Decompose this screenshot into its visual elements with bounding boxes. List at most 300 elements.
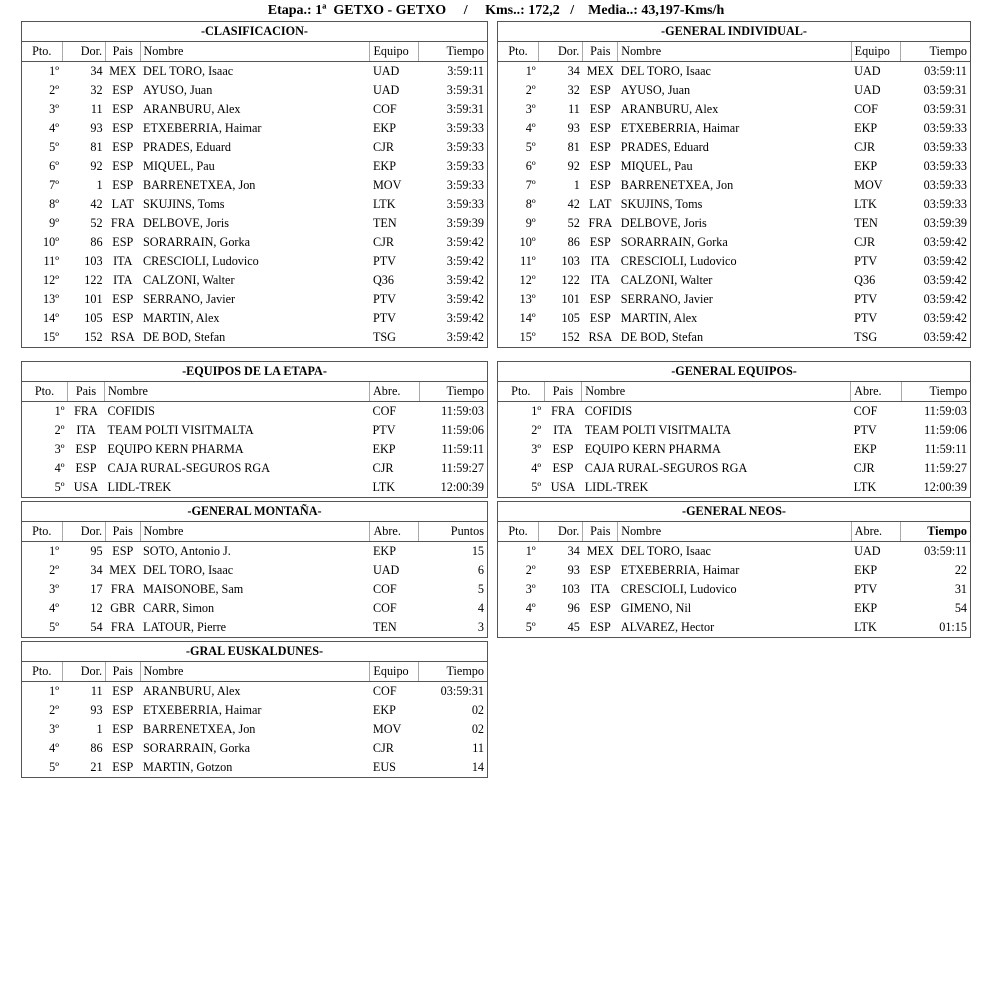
table-row bbox=[22, 138, 488, 157]
table-cell: 3º bbox=[22, 100, 63, 119]
table-cell: 02 bbox=[419, 701, 488, 720]
equipos-etapa-block bbox=[21, 361, 488, 498]
table-cell: 3:59:42 bbox=[419, 233, 488, 252]
table-row bbox=[498, 138, 971, 157]
table-cell: ESP bbox=[112, 703, 134, 717]
table-cell: EKP bbox=[372, 544, 396, 558]
table-cell: 95 bbox=[90, 544, 103, 558]
table-cell: ESP bbox=[106, 758, 140, 778]
table-cell: 5º bbox=[22, 138, 63, 157]
table-cell: 03:59:33 bbox=[901, 157, 971, 176]
table-cell: ALVAREZ, Hector bbox=[618, 618, 851, 638]
table-cell: 3:59:33 bbox=[419, 119, 488, 138]
table-row bbox=[22, 157, 488, 176]
table-cell: 12 bbox=[90, 601, 103, 615]
table-cell: 3º bbox=[498, 100, 539, 119]
section-heading: -EQUIPOS DE LA ETAPA- bbox=[22, 362, 488, 382]
table-cell: SORARRAIN, Gorka bbox=[620, 235, 728, 249]
table-cell: MOV bbox=[372, 722, 402, 736]
table-cell: ESP bbox=[112, 292, 134, 306]
table-cell: MIQUEL, Pau bbox=[620, 159, 693, 173]
table-cell: 32 bbox=[90, 83, 103, 97]
table-cell: RSA bbox=[106, 328, 140, 348]
table-row bbox=[22, 739, 488, 758]
table-cell: PTV bbox=[854, 254, 878, 268]
table-cell: EKP bbox=[372, 442, 396, 456]
table-cell: CAJA RURAL-SEGUROS RGA bbox=[107, 461, 271, 475]
table-cell: 11:59:03 bbox=[420, 402, 488, 422]
table-cell: EKP bbox=[372, 121, 396, 135]
table-row bbox=[498, 618, 971, 638]
table-cell: 54 bbox=[62, 618, 106, 638]
table-cell: 103 bbox=[84, 254, 103, 268]
section-heading: -CLASIFICACION- bbox=[22, 22, 488, 42]
table-cell: 1 bbox=[96, 722, 103, 736]
table-cell: CJR bbox=[372, 140, 394, 154]
table-cell: 4º bbox=[498, 119, 539, 138]
table-cell: 3:59:11 bbox=[419, 62, 488, 82]
table-row bbox=[22, 421, 488, 440]
table-cell: ESP bbox=[589, 235, 611, 249]
table-row bbox=[22, 233, 488, 252]
table-cell: MOV bbox=[854, 178, 883, 192]
table-cell: 3:59:33 bbox=[419, 195, 488, 214]
table-cell: 5º bbox=[498, 138, 539, 157]
table-cell: MEX bbox=[109, 64, 137, 78]
table-cell: 11:59:27 bbox=[420, 459, 488, 478]
table-cell: COF bbox=[372, 404, 397, 418]
column-header: Nombre bbox=[140, 42, 370, 62]
table-cell: 93 bbox=[567, 563, 580, 577]
table-cell: DE BOD, Stefan bbox=[140, 328, 370, 348]
table-cell: ESP bbox=[112, 178, 134, 192]
column-header: Dor. bbox=[539, 522, 583, 542]
table-cell: LTK bbox=[851, 618, 900, 638]
column-header: Tiempo bbox=[901, 42, 971, 62]
table-cell: 03:59:11 bbox=[901, 542, 971, 562]
table-cell: 5 bbox=[419, 580, 488, 599]
table-cell: 11 bbox=[568, 102, 580, 116]
table-cell: ESP bbox=[589, 292, 611, 306]
table-cell: 92 bbox=[90, 159, 103, 173]
table-cell: 2º bbox=[22, 421, 68, 440]
table-cell: PTV bbox=[854, 292, 878, 306]
table-cell: SERRANO, Javier bbox=[143, 292, 236, 306]
table-cell: ESP bbox=[589, 178, 611, 192]
table-cell: UAD bbox=[854, 83, 881, 97]
table-cell: BARRENETXEA, Jon bbox=[143, 722, 256, 736]
table-cell: UAD bbox=[372, 563, 400, 577]
table-row bbox=[498, 119, 971, 138]
table-cell: 12:00:39 bbox=[420, 478, 488, 498]
page-title: Etapa.: 1ª GETXO - GETXO / Kms..: 172,2 / Media..: 43,197-Kms/h bbox=[267, 3, 725, 18]
table-cell: LAT bbox=[589, 197, 612, 211]
table-row bbox=[498, 195, 971, 214]
table-cell: PTV bbox=[372, 254, 396, 268]
table-cell: CJR bbox=[372, 741, 394, 755]
table-cell: 03:59:42 bbox=[901, 309, 971, 328]
table-cell: Q36 bbox=[372, 273, 394, 287]
table-cell: 4 bbox=[419, 599, 488, 618]
table-cell: 01:15 bbox=[901, 618, 971, 638]
table-cell: 3:59:31 bbox=[419, 81, 488, 100]
table-cell: USA bbox=[68, 478, 105, 498]
table-cell: 3º bbox=[22, 440, 68, 459]
column-header-row bbox=[22, 382, 488, 402]
table-cell: 2º bbox=[498, 421, 545, 440]
table-cell: 1º bbox=[22, 402, 68, 422]
table-cell: 8º bbox=[498, 195, 539, 214]
table-cell: 5º bbox=[22, 618, 63, 638]
table-row bbox=[498, 290, 971, 309]
table-cell: 12:00:39 bbox=[901, 478, 970, 498]
table-cell: ESP bbox=[589, 140, 611, 154]
table-cell: 11 bbox=[90, 684, 103, 698]
column-header: Equipo bbox=[370, 42, 419, 62]
general-montana-block bbox=[21, 501, 488, 638]
table-cell: 4º bbox=[22, 599, 63, 618]
table-cell: EKP bbox=[853, 442, 877, 456]
table-cell: 3 bbox=[419, 618, 488, 638]
table-cell: TEAM POLTI VISITMALTA bbox=[584, 423, 731, 437]
table-row bbox=[22, 478, 488, 498]
column-header: Pais bbox=[544, 382, 582, 402]
table-cell: 1º bbox=[22, 682, 63, 702]
table-cell: CALZONI, Walter bbox=[620, 273, 713, 287]
table-cell: 3:59:33 bbox=[419, 176, 488, 195]
table-row bbox=[22, 328, 488, 348]
section-heading: -GENERAL MONTAÑA- bbox=[22, 502, 488, 522]
table-cell: 3:59:39 bbox=[419, 214, 488, 233]
table-cell: PTV bbox=[372, 292, 396, 306]
general-individual-block bbox=[497, 21, 971, 348]
table-cell: 54 bbox=[901, 599, 971, 618]
table-cell: ESP bbox=[589, 102, 611, 116]
table-cell: SKUJINS, Toms bbox=[620, 197, 703, 211]
table-cell: 1º bbox=[22, 62, 63, 82]
table-row bbox=[22, 271, 488, 290]
table-cell: 122 bbox=[561, 273, 580, 287]
table-cell: AYUSO, Juan bbox=[620, 83, 691, 97]
table-cell: 42 bbox=[90, 197, 103, 211]
table-cell: 103 bbox=[561, 582, 580, 596]
table-row bbox=[498, 599, 971, 618]
table-cell: 12º bbox=[498, 271, 539, 290]
table-cell: 1º bbox=[22, 542, 63, 562]
table-cell: 152 bbox=[62, 328, 106, 348]
table-cell: LTK bbox=[851, 478, 902, 498]
table-cell: COF bbox=[372, 601, 397, 615]
table-cell: ESP bbox=[552, 461, 574, 475]
table-cell: TEN bbox=[372, 216, 397, 230]
table-cell: CARR, Simon bbox=[143, 601, 215, 615]
column-header: Tiempo bbox=[901, 522, 971, 542]
table-cell: DEL TORO, Isaac bbox=[143, 64, 234, 78]
table-cell: CJR bbox=[854, 235, 876, 249]
column-header: Pto. bbox=[498, 522, 539, 542]
table-cell: FRA bbox=[106, 618, 140, 638]
table-cell: PRADES, Eduard bbox=[143, 140, 232, 154]
table-cell: MARTIN, Alex bbox=[143, 311, 220, 325]
table-cell: MOV bbox=[372, 178, 402, 192]
table-cell: 13º bbox=[22, 290, 63, 309]
table-cell: LIDL-TREK bbox=[582, 478, 851, 498]
table-cell: CRESCIOLI, Ludovico bbox=[620, 254, 737, 268]
table-cell: FRA bbox=[74, 404, 98, 418]
table-row bbox=[498, 62, 971, 82]
table-cell: ARANBURU, Alex bbox=[143, 102, 241, 116]
section-heading: -GENERAL NEOS- bbox=[498, 502, 971, 522]
column-header: Dor. bbox=[62, 662, 106, 682]
column-header: Pto. bbox=[22, 662, 63, 682]
table-cell: CALZONI, Walter bbox=[143, 273, 235, 287]
table-cell: 122 bbox=[84, 273, 103, 287]
table-cell: 10º bbox=[22, 233, 63, 252]
column-header-row bbox=[498, 522, 971, 542]
column-header: Pais bbox=[106, 42, 140, 62]
table-cell: EKP bbox=[854, 601, 878, 615]
table-cell: DEL TORO, Isaac bbox=[143, 563, 234, 577]
table-row bbox=[22, 580, 488, 599]
table-cell: ITA bbox=[113, 254, 133, 268]
table-cell: COFIDIS bbox=[584, 404, 633, 418]
table-cell: 22 bbox=[901, 561, 971, 580]
column-header: Tiempo bbox=[901, 382, 970, 402]
table-cell: PTV bbox=[854, 311, 878, 325]
table-cell: ESP bbox=[589, 601, 611, 615]
table-cell: 14 bbox=[419, 758, 488, 778]
table-cell: ITA bbox=[76, 423, 96, 437]
column-header: Pais bbox=[583, 42, 618, 62]
gral-euskaldunes-table bbox=[21, 641, 488, 778]
table-cell: TSG bbox=[851, 328, 900, 348]
table-cell: 3:59:42 bbox=[419, 271, 488, 290]
column-header-row bbox=[22, 522, 488, 542]
column-header: Dor. bbox=[539, 42, 583, 62]
table-row bbox=[22, 459, 488, 478]
table-cell: EKP bbox=[854, 563, 878, 577]
table-cell: 03:59:42 bbox=[901, 271, 971, 290]
table-cell: TEN bbox=[854, 216, 878, 230]
table-cell: 6º bbox=[22, 157, 63, 176]
table-cell: MIQUEL, Pau bbox=[143, 159, 215, 173]
column-header: Tiempo bbox=[419, 662, 488, 682]
table-row bbox=[498, 271, 971, 290]
table-cell: 21 bbox=[62, 758, 106, 778]
table-cell: UAD bbox=[854, 64, 881, 78]
table-cell: 03:59:33 bbox=[901, 119, 971, 138]
table-cell: COF bbox=[372, 582, 397, 596]
table-cell: MEX bbox=[586, 544, 614, 558]
table-cell: LATOUR, Pierre bbox=[140, 618, 370, 638]
column-header: Dor. bbox=[62, 522, 106, 542]
table-cell: 14º bbox=[22, 309, 63, 328]
table-row bbox=[22, 62, 488, 82]
table-cell: 03:59:42 bbox=[901, 328, 971, 348]
column-header: Nombre bbox=[140, 522, 370, 542]
table-cell: FRA bbox=[588, 216, 613, 230]
table-cell: 2º bbox=[498, 81, 539, 100]
table-cell: SOTO, Antonio J. bbox=[143, 544, 231, 558]
table-cell: 14º bbox=[498, 309, 539, 328]
table-cell: FRA bbox=[551, 404, 575, 418]
table-cell: EKP bbox=[372, 703, 396, 717]
table-cell: 81 bbox=[90, 140, 103, 154]
table-row bbox=[22, 720, 488, 739]
table-cell: 2º bbox=[22, 81, 63, 100]
table-cell: MARTIN, Gotzon bbox=[140, 758, 370, 778]
table-cell: LIDL-TREK bbox=[105, 478, 370, 498]
table-cell: 1 bbox=[96, 178, 103, 192]
table-cell: ESP bbox=[112, 235, 134, 249]
column-header-row bbox=[498, 382, 971, 402]
table-cell: EKP bbox=[854, 159, 878, 173]
table-cell: ESP bbox=[112, 741, 134, 755]
table-cell: 9º bbox=[22, 214, 63, 233]
column-header: Pto. bbox=[22, 382, 68, 402]
table-cell: SORARRAIN, Gorka bbox=[143, 235, 250, 249]
table-cell: 52 bbox=[90, 216, 103, 230]
table-cell: 11:59:06 bbox=[901, 421, 970, 440]
column-header: Abre. bbox=[370, 382, 420, 402]
table-cell: 52 bbox=[567, 216, 580, 230]
table-cell: ESP bbox=[112, 140, 134, 154]
table-row bbox=[22, 309, 488, 328]
table-cell: EQUIPO KERN PHARMA bbox=[107, 442, 244, 456]
table-cell: ETXEBERRIA, Haimar bbox=[143, 703, 262, 717]
table-cell: 86 bbox=[567, 235, 580, 249]
table-cell: 31 bbox=[901, 580, 971, 599]
table-cell: 5º bbox=[22, 758, 63, 778]
table-cell: 101 bbox=[561, 292, 580, 306]
table-cell: 03:59:31 bbox=[419, 682, 488, 702]
table-cell: 93 bbox=[567, 121, 580, 135]
table-cell: 15º bbox=[498, 328, 539, 348]
table-cell: PTV bbox=[372, 311, 396, 325]
table-cell: Q36 bbox=[854, 273, 876, 287]
table-cell: AYUSO, Juan bbox=[143, 83, 213, 97]
table-cell: PRADES, Eduard bbox=[620, 140, 709, 154]
table-cell: CJR bbox=[854, 140, 876, 154]
table-cell: 3:59:42 bbox=[419, 290, 488, 309]
table-cell: COF bbox=[853, 404, 878, 418]
column-header: Equipo bbox=[851, 42, 900, 62]
column-header: Dor. bbox=[62, 42, 106, 62]
table-row bbox=[22, 440, 488, 459]
table-cell: 11 bbox=[419, 739, 488, 758]
table-cell: 34 bbox=[567, 64, 580, 78]
table-cell: 3º bbox=[22, 580, 63, 599]
table-cell: 11:59:03 bbox=[901, 402, 970, 422]
general-equipos-table bbox=[497, 361, 971, 498]
table-cell: LAT bbox=[111, 197, 134, 211]
table-cell: TEAM POLTI VISITMALTA bbox=[107, 423, 254, 437]
table-cell: 8º bbox=[22, 195, 63, 214]
table-row bbox=[22, 599, 488, 618]
table-cell: GIMENO, Nil bbox=[620, 601, 692, 615]
table-row bbox=[22, 758, 488, 778]
table-cell: 92 bbox=[567, 159, 580, 173]
table-cell: UAD bbox=[854, 544, 881, 558]
table-row bbox=[498, 252, 971, 271]
clasificacion-block bbox=[21, 21, 488, 348]
table-cell: RSA bbox=[583, 328, 618, 348]
table-cell: 2º bbox=[498, 561, 539, 580]
table-row bbox=[498, 81, 971, 100]
table-row bbox=[498, 440, 971, 459]
table-cell: 6 bbox=[419, 561, 488, 580]
table-cell: 4º bbox=[498, 599, 539, 618]
table-cell: 3º bbox=[498, 580, 539, 599]
table-cell: 11:59:06 bbox=[420, 421, 488, 440]
table-cell: 101 bbox=[84, 292, 103, 306]
table-row bbox=[22, 252, 488, 271]
table-cell: 02 bbox=[419, 720, 488, 739]
table-cell: MAISONOBE, Sam bbox=[143, 582, 244, 596]
general-neos-table bbox=[497, 501, 971, 638]
table-cell: MEX bbox=[109, 563, 137, 577]
table-row bbox=[22, 701, 488, 720]
table-cell: UAD bbox=[372, 83, 400, 97]
table-row bbox=[498, 233, 971, 252]
table-cell: COF bbox=[372, 102, 397, 116]
table-cell: 3º bbox=[498, 440, 545, 459]
table-cell: 105 bbox=[561, 311, 580, 325]
table-cell: CJR bbox=[372, 461, 394, 475]
column-header: Pais bbox=[583, 522, 618, 542]
table-cell: 3:59:33 bbox=[419, 157, 488, 176]
table-row bbox=[498, 459, 971, 478]
table-cell: 152 bbox=[539, 328, 583, 348]
table-cell: CRESCIOLI, Ludovico bbox=[143, 254, 259, 268]
table-cell: 3:59:42 bbox=[419, 252, 488, 271]
general-equipos-block bbox=[497, 361, 971, 498]
table-cell: GBR bbox=[110, 601, 136, 615]
section-heading: -GRAL EUSKALDUNES- bbox=[22, 642, 488, 662]
table-row bbox=[498, 561, 971, 580]
table-cell: COFIDIS bbox=[107, 404, 155, 418]
table-cell: ESP bbox=[589, 159, 611, 173]
table-cell: 4º bbox=[22, 739, 63, 758]
column-header: Nombre bbox=[140, 662, 370, 682]
table-cell: 2º bbox=[22, 561, 63, 580]
table-cell: 03:59:42 bbox=[901, 233, 971, 252]
table-cell: 93 bbox=[90, 703, 103, 717]
table-row bbox=[498, 328, 971, 348]
table-row bbox=[22, 195, 488, 214]
table-cell: 11:59:27 bbox=[901, 459, 970, 478]
table-cell: 12º bbox=[22, 271, 63, 290]
table-cell: 11 bbox=[90, 102, 103, 116]
table-cell: FRA bbox=[110, 582, 135, 596]
table-cell: ARANBURU, Alex bbox=[620, 102, 719, 116]
table-cell: 5º bbox=[22, 478, 68, 498]
table-cell: 5º bbox=[498, 478, 545, 498]
clasificacion-table bbox=[21, 21, 488, 348]
gral-euskaldunes-block bbox=[21, 641, 488, 778]
table-cell: 45 bbox=[539, 618, 583, 638]
table-cell: MEX bbox=[586, 64, 614, 78]
table-cell: ESP bbox=[583, 618, 618, 638]
table-cell: 03:59:42 bbox=[901, 252, 971, 271]
table-cell: ITA bbox=[113, 273, 133, 287]
table-cell: ESP bbox=[112, 102, 134, 116]
table-cell: ESP bbox=[589, 83, 611, 97]
table-cell: 03:59:31 bbox=[901, 81, 971, 100]
column-header: Nombre bbox=[618, 42, 851, 62]
table-cell: SKUJINS, Toms bbox=[143, 197, 225, 211]
table-cell: 03:59:31 bbox=[901, 100, 971, 119]
